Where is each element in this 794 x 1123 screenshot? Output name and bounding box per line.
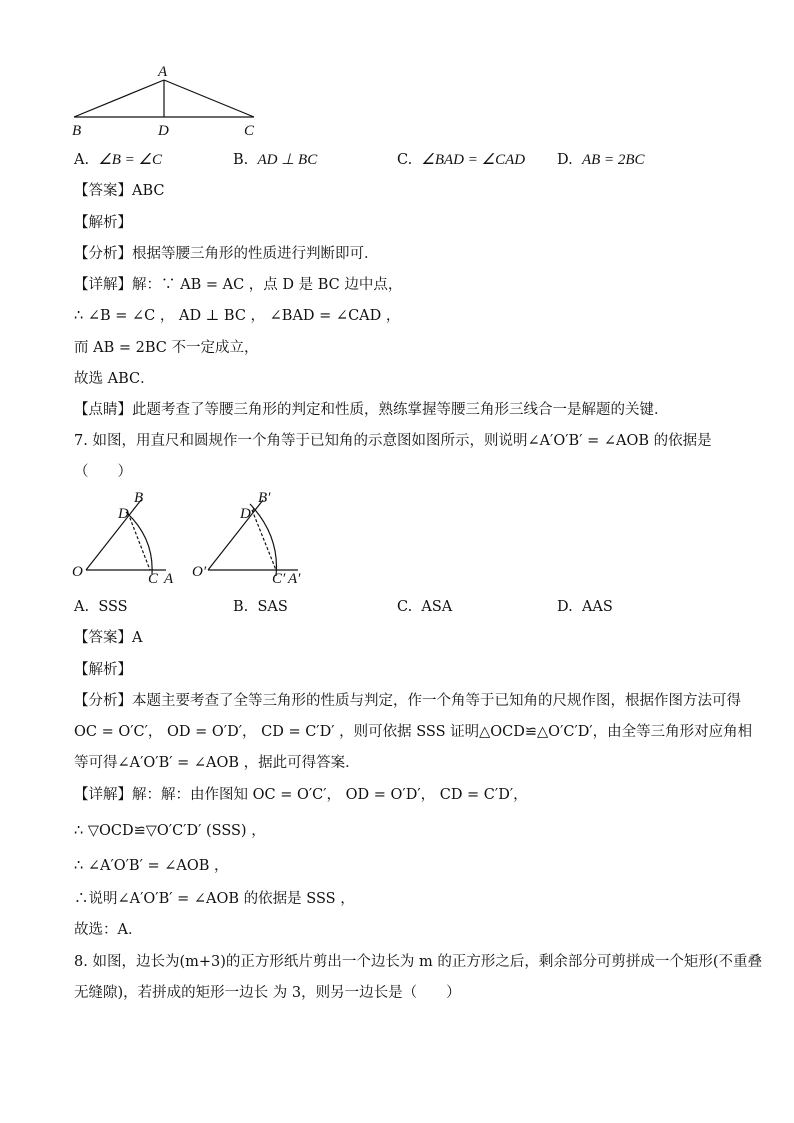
q7f2-label-a: A′ (288, 571, 301, 587)
q7-option-d: D. AAS (557, 599, 613, 615)
q7f2-ray-ob (208, 500, 263, 570)
q6-side-ac (164, 80, 254, 117)
q7-stem-line-1: 7. 如图，用直尺和圆规作一个角等于已知角的示意图如图所示，则说明∠A′O′B′ = ∠AOB 的依据是 (74, 433, 712, 449)
q7f1-label-b: B (134, 490, 144, 506)
q7-detail-line-5: 故选：A． (74, 922, 143, 938)
q7f1-ray-ob (86, 500, 141, 570)
q7-analysis-line-1: 【分析】本题主要考查了全等三角形的性质与判定，作一个角等于已知角的尺规作图，根据作图方法可得 (74, 693, 741, 709)
q7-detail-line-1: 【详解】解：解：由作图知 OC = O′C′， OD = O′D′， CD = C′D′， (74, 787, 528, 803)
q6-label-c: C (244, 123, 255, 139)
q8-stem-line-1: 8. 如图，边长为(m+3)的正方形纸片剪出一个边长为 m 的正方形之后，剩余部分可剪拼成一个矩形(不重叠 (74, 954, 763, 970)
q7-option-b: B. SAS (233, 599, 288, 615)
q7-option-c: C. ASA (397, 599, 453, 615)
q6-option-c: C. ∠BAD = ∠CAD (397, 152, 526, 168)
q7f1-label-d: D (118, 506, 129, 522)
q8-stem-line-2: 无缝隙)，若拼成的矩形一边长 为 3，则另一边长是（ ） (74, 985, 461, 1001)
q7-detail-line-3: ∴ ∠A′O′B′ = ∠AOB ， (74, 858, 229, 874)
q6-label-b: B (72, 123, 82, 139)
q6-triangle-figure (66, 60, 276, 140)
q6-comment: 【点睛】此题考查了等腰三角形的判定和性质，熟练掌握等腰三角形三线合一是解题的关键． (74, 402, 669, 418)
q7-detail-line-4: ∴说明∠A′O′B′ = ∠AOB 的依据是 SSS ， (74, 891, 355, 907)
q7-stem-line-2: （ ） (74, 464, 132, 480)
q6-label-a: A (158, 64, 168, 80)
q6-detail-line-3: 而 AB = 2BC 不一定成立， (74, 340, 259, 356)
q6-detail-line-4: 故选 ABC． (74, 371, 155, 387)
q7f2-label-b: B′ (258, 490, 271, 506)
q7-analysis-line-3: 等可得∠A′O′B′ = ∠AOB ，据此可得答案． (74, 755, 360, 771)
q7f2-label-d: D′ (240, 506, 255, 522)
q6-detail-line-2: ∴ ∠B = ∠C ， AD ⊥ BC ， ∠BAD = ∠CAD ， (74, 308, 401, 324)
q7f2-label-c: C′ (272, 571, 286, 587)
q7-figure-constructed-angle (188, 488, 318, 588)
q7f1-label-a: A (164, 571, 174, 587)
q6-label-d: D (158, 123, 169, 139)
q6-jiexi-heading: 【解析】 (74, 215, 132, 231)
q7-answer: 【答案】A (74, 630, 143, 646)
q6-option-d: D. AB = 2BC (557, 152, 645, 168)
q6-answer: 【答案】ABC (74, 183, 165, 199)
q7f1-label-o: O (72, 564, 83, 580)
q6-side-ab (74, 80, 164, 117)
q7f2-label-o: O′ (192, 564, 207, 580)
q6-option-a: A. ∠B = ∠C (74, 152, 162, 168)
q7-jiexi-heading: 【解析】 (74, 662, 132, 678)
q7-figure-original-angle (66, 488, 186, 588)
q6-analysis: 【分析】根据等腰三角形的性质进行判断即可． (74, 246, 379, 262)
q7-analysis-line-2: OC = O′C′， OD = O′D′， CD = C′D′ ，则可依据 SSS 证明△OCD≌△O′C′D′，由全等三角形对应角相 (74, 724, 753, 740)
q7f1-label-c: C (148, 571, 159, 587)
q7-option-a: A. SSS (74, 599, 128, 615)
q6-option-b: B. AD ⊥ BC (233, 152, 318, 168)
q7-detail-line-2: ∴ ▽OCD≌▽O′C′D′ (SSS) ， (74, 823, 266, 839)
q6-detail-line-1: 【详解】解：∵ AB = AC ，点 D 是 BC 边中点， (74, 277, 403, 293)
